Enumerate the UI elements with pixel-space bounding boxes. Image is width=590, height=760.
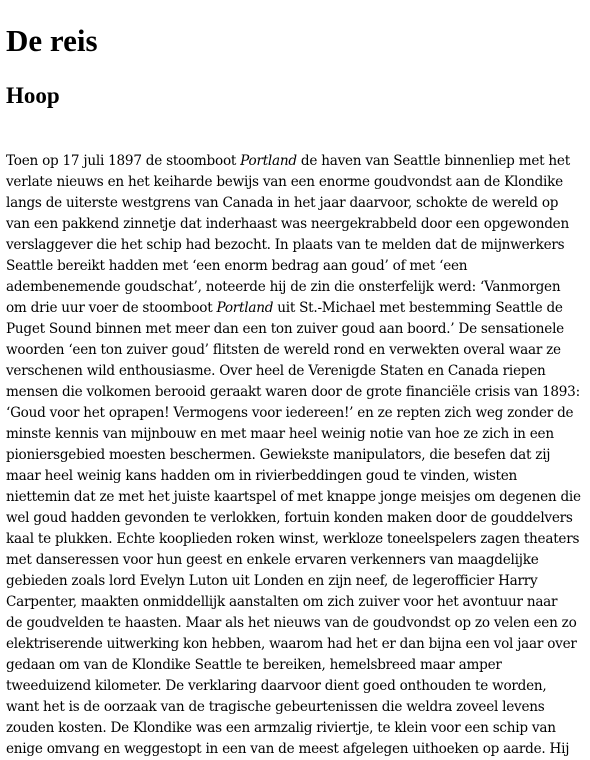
text-line	[6, 550, 584, 571]
text-run: elektriserende uitwerking kon hebben, waarom had het er dan bijna een vol jaar over	[6, 636, 577, 652]
text-run: enige omvang en weggestopt in een van de meest afgelegen uithoeken op aarde. Hij	[6, 741, 570, 757]
text-line	[6, 466, 584, 487]
text-run: om drie uur voer de stoomboot	[6, 300, 217, 316]
text-line	[6, 676, 584, 697]
text-line	[6, 151, 584, 172]
text-line	[6, 319, 584, 340]
text-line	[6, 445, 584, 466]
text-line	[6, 382, 584, 403]
text-run: uit St.-Michael met bestemming Seattle de	[273, 300, 563, 316]
text-run: minste kennis van mijnbouw en met maar heel weinig notie van hoe ze zich in een	[6, 426, 554, 442]
text-run: kaal te plukken. Echte kooplieden roken winst, werkloze toneelspelers zagen theaters	[6, 531, 580, 547]
text-run: zouden kosten. De Klondike was een armzalig riviertje, te klein voor een schip van	[6, 720, 556, 736]
text-run: verslaggever die het schip had bezocht. In plaats van te melden dat de mijnwerkers	[6, 237, 565, 253]
text-line	[6, 193, 584, 214]
text-line	[6, 613, 584, 634]
text-line	[6, 697, 584, 718]
section-heading: Hoop	[6, 83, 60, 108]
text-line	[6, 529, 584, 550]
text-run: wel goud hadden gevonden te verlokken, fortuin konden maken door de gouddelvers	[6, 510, 573, 526]
text-run: de haven van Seattle binnenliep met het	[296, 153, 570, 169]
text-run: gedaan om van de Klondike Seattle te bereiken, hemelsbreed maar amper	[6, 657, 502, 673]
text-line	[6, 487, 584, 508]
text-run: mensen die volkomen berooid geraakt waren door de grote financiële crisis van 1893:	[6, 384, 580, 400]
italic-ship-name: Portland	[216, 300, 274, 316]
text-run: van een pakkend zinnetje dat inderhaast was neergekrabbeld door een opgewonden	[6, 216, 569, 232]
text-line	[6, 592, 584, 613]
text-run: verschenen wild enthousiasme. Over heel de Verenigde Staten en Canada riepen	[6, 363, 546, 379]
text-run: Toen op 17 juli 1897 de stoomboot	[6, 153, 241, 169]
text-line	[6, 718, 584, 739]
text-run: maar heel weinig kans hadden om in rivierbeddingen goud te vinden, wisten	[6, 468, 518, 484]
text-run: verlate nieuws en het keiharde bewijs van een enorme goudvondst aan de Klondike	[6, 174, 563, 190]
text-run: Puget Sound binnen met meer dan een ton zuiver goud aan boord.’ De sensationele	[6, 321, 564, 337]
text-run: niettemin dat ze met het juiste kaartspel of met knappe jonge meisjes om degenen die	[6, 489, 581, 505]
text-line	[6, 571, 584, 592]
text-run: adembenemende goudschat’, noteerde hij de zin die onsterfelijk werd: ‘Vanmorgen	[6, 279, 561, 295]
text-run: ‘Goud voor het oprapen! Vermogens voor iedereen!’ en ze repten zich weg zonder de	[6, 405, 574, 421]
text-line	[6, 172, 584, 193]
text-run: Seattle bereikt hadden met ‘een enorm bedrag aan goud’ of met ‘een	[6, 258, 468, 274]
italic-ship-name: Portland	[240, 153, 297, 169]
text-line	[6, 235, 584, 256]
text-run: met danseressen voor hun geest en enkele ervaren verkenners van maagdelijke	[6, 552, 539, 568]
text-line	[6, 655, 584, 676]
text-line	[6, 361, 584, 382]
text-line	[6, 256, 584, 277]
text-line	[6, 340, 584, 361]
text-run: woorden ‘een ton zuiver goud’ flitsten de wereld rond en verwekten overal waar ze	[6, 342, 561, 358]
page-title: De reis	[6, 23, 98, 58]
text-run: gebieden zoals lord Evelyn Luton uit Londen en zijn neef, de legerofficier Harry	[6, 573, 538, 589]
text-run: Carpenter, maakten onmiddellijk aanstalten om zich zuiver voor het avontuur naar	[6, 594, 558, 610]
text-run: langs de uiterste westgrens van Canada in het jaar daarvoor, schokte de wereld op	[6, 195, 559, 211]
text-run: de goudvelden te haasten. Maar als het nieuws van de goudvondst op zo velen een zo	[6, 615, 577, 631]
text-run: tweeduizend kilometer. De verklaring daarvoor dient goed onthouden te worden,	[6, 678, 547, 694]
text-run: pioniersgebied moesten beschermen. Gewiekste manipulators, die besefen dat zij	[6, 447, 551, 463]
text-line	[6, 277, 584, 298]
text-line	[6, 508, 584, 529]
text-run: want het is de oorzaak van de tragische gebeurtenissen die weldra zoveel levens	[6, 699, 545, 715]
text-line	[6, 634, 584, 655]
body-paragraph	[6, 151, 584, 760]
text-line	[6, 403, 584, 424]
text-line	[6, 298, 584, 319]
text-line	[6, 214, 584, 235]
text-line	[6, 424, 584, 445]
